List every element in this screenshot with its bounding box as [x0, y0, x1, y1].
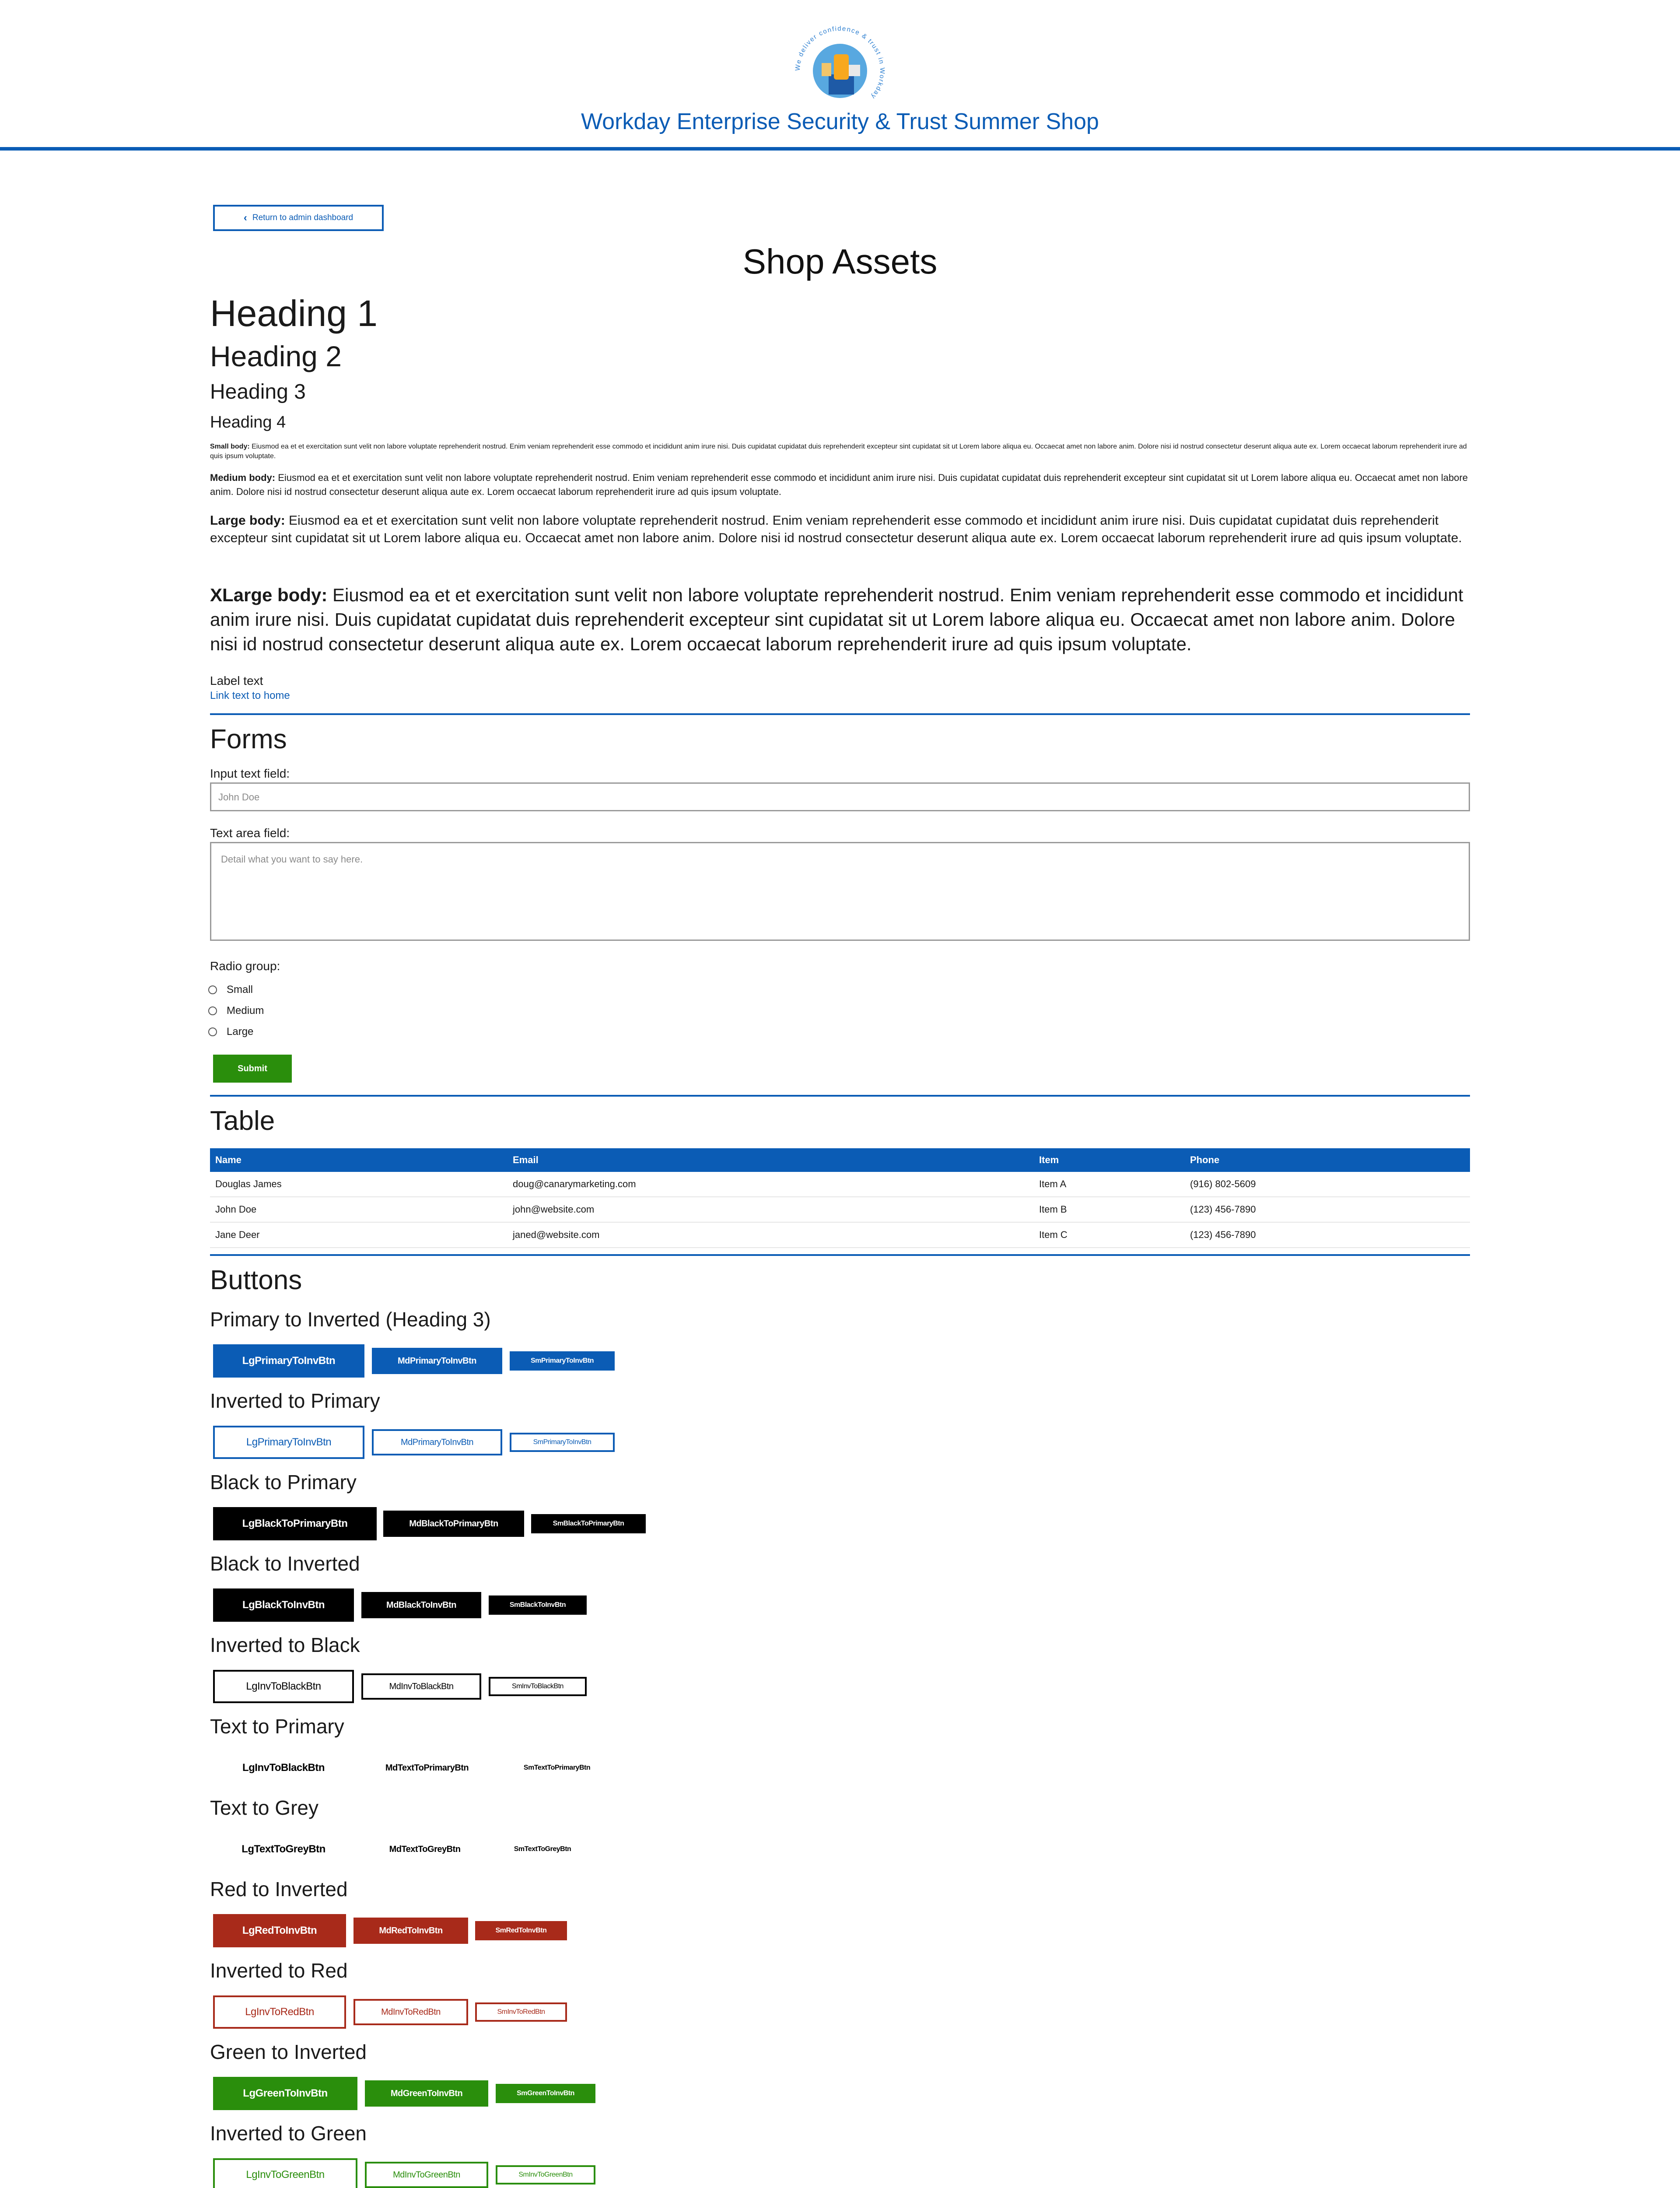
sm-red-to-inv-button[interactable]: SmRedToInvBtn [475, 1921, 567, 1940]
sm-text-to-primary-button[interactable]: SmTextToPrimaryBtn [523, 1764, 591, 1771]
md-text-to-primary-button[interactable]: MdTextToPrimaryBtn [385, 1763, 469, 1773]
site-header [0, 0, 1680, 151]
button-group-title: Red to Inverted [210, 1878, 348, 1900]
lg-text-to-primary-button[interactable]: LgInvToBlackBtn [242, 1762, 325, 1774]
small-body-content: Eiusmod ea et et exercitation sunt velit non labore voluptate reprehenderit nostrud. Enim veniam reprehenderit esse commodo et incididunt anim irure nisi. Duis cupidatat cupidatat duis reprehenderit excepteur sint cupidatat sit ut Lorem labore aliqua eu. Occaecat amet non labore anim. Dolore nisi id nostrud consectetur deserunt aliqua aute ex. Lorem occaecat laborum reprehenderit irure ad quis ipsum voluptate. [210, 443, 1467, 460]
button-group-title: Black to Inverted [210, 1552, 360, 1575]
table-cell: John Doe [215, 1204, 257, 1215]
md-primary-to-inv-button[interactable]: MdPrimaryToInvBtn [372, 1348, 502, 1374]
page-title: Shop Assets [742, 242, 938, 281]
site-title: Workday Enterprise Security & Trust Summer Shop [581, 109, 1099, 134]
forms-section-title: Forms [210, 724, 287, 754]
table-cell: (916) 802-5609 [1190, 1178, 1256, 1189]
lg-text-to-grey-button[interactable]: LgTextToGreyBtn [242, 1843, 326, 1855]
sm-primary-to-inv-button[interactable]: SmPrimaryToInvBtn [510, 1351, 615, 1371]
sm-text-to-grey-button[interactable]: SmTextToGreyBtn [514, 1845, 571, 1853]
input-field-label: Input text field: [210, 767, 290, 780]
table-cell: janed@website.com [513, 1229, 600, 1240]
small-body-label: Small body: [210, 443, 250, 450]
buttons-section-title: Buttons [210, 1265, 302, 1295]
radio-label: Large [227, 1026, 254, 1038]
label-text: Label text [210, 674, 263, 687]
name-input[interactable]: John Doe [210, 782, 1470, 811]
sm-inv-to-green-button[interactable]: SmInvToGreenBtn [496, 2165, 595, 2184]
button-group-title: Green to Inverted [210, 2041, 367, 2063]
md-inv-to-red-button[interactable]: MdInvToRedBtn [354, 1999, 468, 2025]
table-cell: Item A [1039, 1178, 1067, 1189]
table-cell: (123) 456-7890 [1190, 1229, 1256, 1240]
table-cell: Jane Deer [215, 1229, 260, 1240]
sm-inv-to-primary-button[interactable]: SmPrimaryToInvBtn [510, 1433, 615, 1452]
button-group-title: Inverted to Red [210, 1959, 348, 1982]
lg-black-to-primary-button[interactable]: LgBlackToPrimaryBtn [213, 1507, 377, 1540]
radio-label: Small [227, 984, 253, 996]
sm-inv-to-black-button[interactable]: SmInvToBlackBtn [489, 1677, 587, 1696]
xlarge-body-label: XLarge body: [210, 585, 328, 605]
shop-logo[interactable] [791, 22, 889, 120]
radio-option-medium[interactable] [208, 1005, 264, 1017]
lg-inv-to-black-button[interactable]: LgInvToBlackBtn [213, 1670, 354, 1703]
chevron-left-icon: ‹ [243, 212, 247, 224]
lg-inv-to-primary-button[interactable]: LgPrimaryToInvBtn [213, 1426, 364, 1459]
md-black-to-primary-button[interactable]: MdBlackToPrimaryBtn [383, 1511, 524, 1537]
button-group-title: Text to Grey [210, 1796, 318, 1819]
xlarge-body-content: Eiusmod ea et et exercitation sunt velit non labore voluptate reprehenderit nostrud. Enim veniam reprehenderit esse commodo et incididunt anim irure nisi. Duis cupidatat cupidatat duis reprehenderit excepteur sint cupidatat sit ut Lorem labore aliqua eu. Occaecat amet non labore anim. Dolore nisi id nostrud consectetur deserunt aliqua aute ex. Lorem occaecat laborum reprehenderit irure ad quis ipsum voluptate. [210, 585, 1463, 654]
md-text-to-grey-button[interactable]: MdTextToGreyBtn [389, 1844, 461, 1854]
lg-inv-to-green-button[interactable]: LgInvToGreenBtn [213, 2158, 357, 2188]
table-cell: Douglas James [215, 1178, 282, 1189]
radio-button[interactable] [208, 1027, 217, 1036]
section-divider [210, 713, 1470, 715]
heading-4: Heading 4 [210, 413, 286, 431]
svg-text:We deliver confidence & trust: We deliver confidence & trust in Workday [794, 25, 886, 101]
link-to-home[interactable]: Link text to home [210, 690, 290, 701]
large-body-content: Eiusmod ea et et exercitation sunt velit non labore voluptate reprehenderit nostrud. Enim veniam reprehenderit esse commodo et incididunt anim irure nisi. Duis cupidatat cupidatat duis reprehenderit excepteur sint cupidatat sit ut Lorem labore aliqua eu. Occaecat amet non labore anim. Dolore nisi id nostrud consectetur deserunt aliqua aute ex. Lorem occaecat laborum reprehenderit irure ad quis ipsum voluptate. [210, 513, 1462, 545]
button-group-title: Inverted to Primary [210, 1389, 380, 1412]
textarea-field-label: Text area field: [210, 826, 290, 840]
table-row [210, 1172, 1470, 1197]
large-body-label: Large body: [210, 513, 285, 528]
button-group-title: Inverted to Black [210, 1634, 360, 1656]
column-header: Item [1039, 1154, 1059, 1165]
lg-red-to-inv-button[interactable]: LgRedToInvBtn [213, 1914, 346, 1947]
md-inv-to-black-button[interactable]: MdInvToBlackBtn [361, 1673, 481, 1700]
orders-table [210, 1148, 1470, 1248]
radio-button[interactable] [208, 985, 217, 994]
sm-green-to-inv-button[interactable]: SmGreenToInvBtn [496, 2084, 595, 2103]
radio-option-large[interactable] [208, 1026, 253, 1038]
radio-option-small[interactable] [208, 984, 253, 996]
column-header: Email [513, 1154, 539, 1165]
md-green-to-inv-button[interactable]: MdGreenToInvBtn [365, 2080, 488, 2107]
submit-button[interactable]: Submit [213, 1055, 292, 1083]
medium-body-text [210, 471, 1470, 499]
medium-body-label: Medium body: [210, 472, 276, 483]
header-divider [0, 147, 1680, 151]
lg-black-to-inv-button[interactable]: LgBlackToInvBtn [213, 1588, 354, 1622]
md-red-to-inv-button[interactable]: MdRedToInvBtn [354, 1918, 468, 1944]
radio-button[interactable] [208, 1006, 217, 1015]
small-body-text [210, 442, 1470, 461]
button-group-title: Primary to Inverted (Heading 3) [210, 1308, 491, 1331]
sm-black-to-primary-button[interactable]: SmBlackToPrimaryBtn [531, 1514, 646, 1533]
button-group-title: Black to Primary [210, 1471, 357, 1494]
table-cell: Item B [1039, 1204, 1067, 1215]
medium-body-content: Eiusmod ea et et exercitation sunt velit non labore voluptate reprehenderit nostrud. Enim veniam reprehenderit esse commodo et incididunt anim irure nisi. Duis cupidatat cupidatat duis reprehenderit excepteur sint cupidatat sit ut Lorem labore aliqua eu. Occaecat amet non labore anim. Dolore nisi id nostrud consectetur deserunt aliqua aute ex. Lorem occaecat laborum reprehenderit irure ad quis ipsum voluptate. [210, 472, 1468, 497]
table-cell: Item C [1039, 1229, 1068, 1240]
lg-green-to-inv-button[interactable]: LgGreenToInvBtn [213, 2077, 357, 2110]
xlarge-body-text [210, 583, 1470, 656]
table-cell: (123) 456-7890 [1190, 1204, 1256, 1215]
md-inv-to-primary-button[interactable]: MdPrimaryToInvBtn [372, 1429, 502, 1455]
return-to-dashboard-button[interactable] [213, 205, 384, 231]
heading-1: Heading 1 [210, 293, 378, 334]
table-cell: doug@canarymarketing.com [513, 1178, 636, 1189]
table-section-title: Table [210, 1106, 275, 1136]
radio-label: Medium [227, 1005, 264, 1017]
radio-group-label: Radio group: [210, 959, 280, 973]
table-header-row [210, 1148, 1470, 1172]
column-header: Name [215, 1154, 242, 1165]
button-group-title: Inverted to Green [210, 2122, 367, 2145]
heading-2: Heading 2 [210, 340, 342, 372]
lg-inv-to-red-button[interactable]: LgInvToRedBtn [213, 1995, 346, 2029]
table-row [210, 1223, 1470, 1248]
message-textarea[interactable]: Detail what you want to say here. [210, 842, 1470, 941]
section-divider [210, 1095, 1470, 1097]
md-inv-to-green-button[interactable]: MdInvToGreenBtn [365, 2162, 488, 2188]
sm-black-to-inv-button[interactable]: SmBlackToInvBtn [489, 1595, 587, 1615]
table-row [210, 1197, 1470, 1223]
lg-primary-to-inv-button[interactable]: LgPrimaryToInvBtn [213, 1344, 364, 1378]
return-button-label: Return to admin dashboard [252, 213, 354, 222]
large-body-text [210, 512, 1470, 547]
table-cell: john@website.com [513, 1204, 595, 1215]
section-divider [210, 1254, 1470, 1256]
md-black-to-inv-button[interactable]: MdBlackToInvBtn [361, 1592, 481, 1618]
heading-3: Heading 3 [210, 380, 306, 403]
button-group-title: Text to Primary [210, 1715, 344, 1738]
sm-inv-to-red-button[interactable]: SmInvToRedBtn [475, 2002, 567, 2022]
column-header: Phone [1190, 1154, 1220, 1165]
